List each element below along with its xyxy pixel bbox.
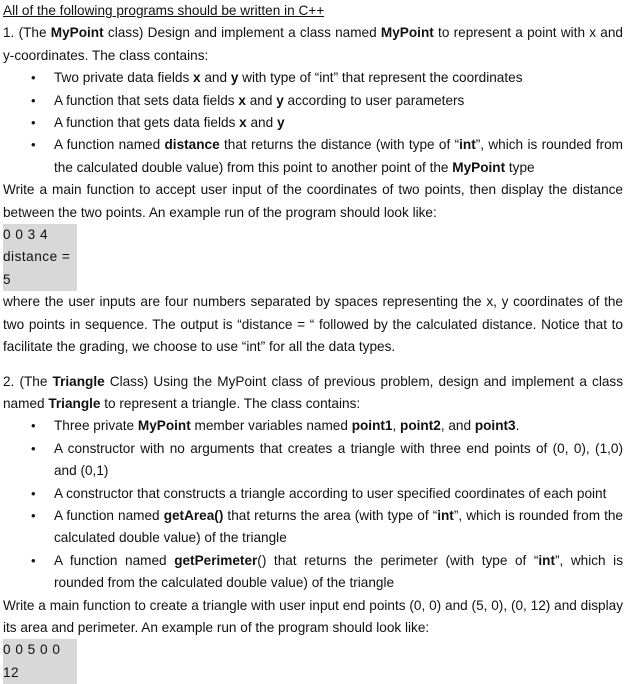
console-input-1: 0 0 3 4 bbox=[3, 224, 77, 246]
p1-class-name: MyPoint bbox=[50, 25, 104, 41]
list-item: • A function named distance that returns the distance (with type of “int”, which is rounded from the calculated double value) from this point to another point of the MyPoint type bbox=[3, 134, 623, 179]
list-item: • Two private data fields x and y with type of “int” that represent the coordinates bbox=[3, 67, 623, 89]
list-item: • A function named getPerimeter() that returns the perimeter (with type of “int”, which is rounded from the calculated double value) of the triangle bbox=[3, 550, 623, 595]
p1-mid: class) Design and implement a class named bbox=[103, 25, 381, 41]
problem-2-main-desc: Write a main function to create a triangle with user input end points (0, 0) and (5, 0), (0, 12) and display its area and perimeter. An example run of the program should look like: bbox=[3, 597, 623, 635]
list-item: • Three private MyPoint member variables named point1, point2, and point3. bbox=[3, 415, 623, 437]
list-item: • A function that sets data fields x and y according to user parameters bbox=[3, 90, 623, 112]
p1-class-name-2: MyPoint bbox=[380, 25, 434, 41]
list-item: • A function that gets data fields x and y bbox=[3, 112, 623, 134]
list-item: • A function named getArea() that returns the area (with type of “int”, which is rounded from the calculated double value) of the triangle bbox=[3, 505, 623, 550]
console-input-2: 0 0 5 0 0 12 bbox=[3, 639, 77, 684]
document-heading: All of the following programs should be written in C++ bbox=[3, 3, 325, 18]
p1-prefix: 1. (The bbox=[3, 25, 51, 41]
problem-2-bullets bbox=[3, 415, 623, 594]
p1-suffix: to represent a point with x and y-coordinates. The class contains: bbox=[3, 25, 623, 63]
list-item: • A constructor with no arguments that creates a triangle with three end points of (0, 0), (1,0) and (0,1) bbox=[3, 438, 623, 483]
problem-1-intro bbox=[3, 22, 623, 67]
problem-1-bullets bbox=[3, 67, 623, 179]
problem-2-intro: 2. (The Triangle Class) Using the MyPoint class of previous problem, design and implement a class named Triangle to represent a triangle. The class contains: bbox=[3, 373, 623, 411]
problem-1-explanation: where the user inputs are four numbers separated by spaces representing the x, y coordinates of the two points in sequence. The output is “distance = “ followed by the calculated distance. Notice that to facilitate the grading, we choose to use “int” for all the data types. bbox=[3, 294, 623, 355]
p2-class-name-2: Triangle bbox=[48, 395, 101, 411]
console-output-1: distance = 5 bbox=[3, 246, 77, 291]
p2-class-name: Triangle bbox=[52, 373, 105, 389]
list-item: • A constructor that constructs a triangle according to user specified coordinates of each point bbox=[3, 483, 623, 505]
problem-1-main-desc: Write a main function to accept user input of the coordinates of two points, then display the distance between the two points. An example run of the program should look like: bbox=[3, 182, 623, 220]
